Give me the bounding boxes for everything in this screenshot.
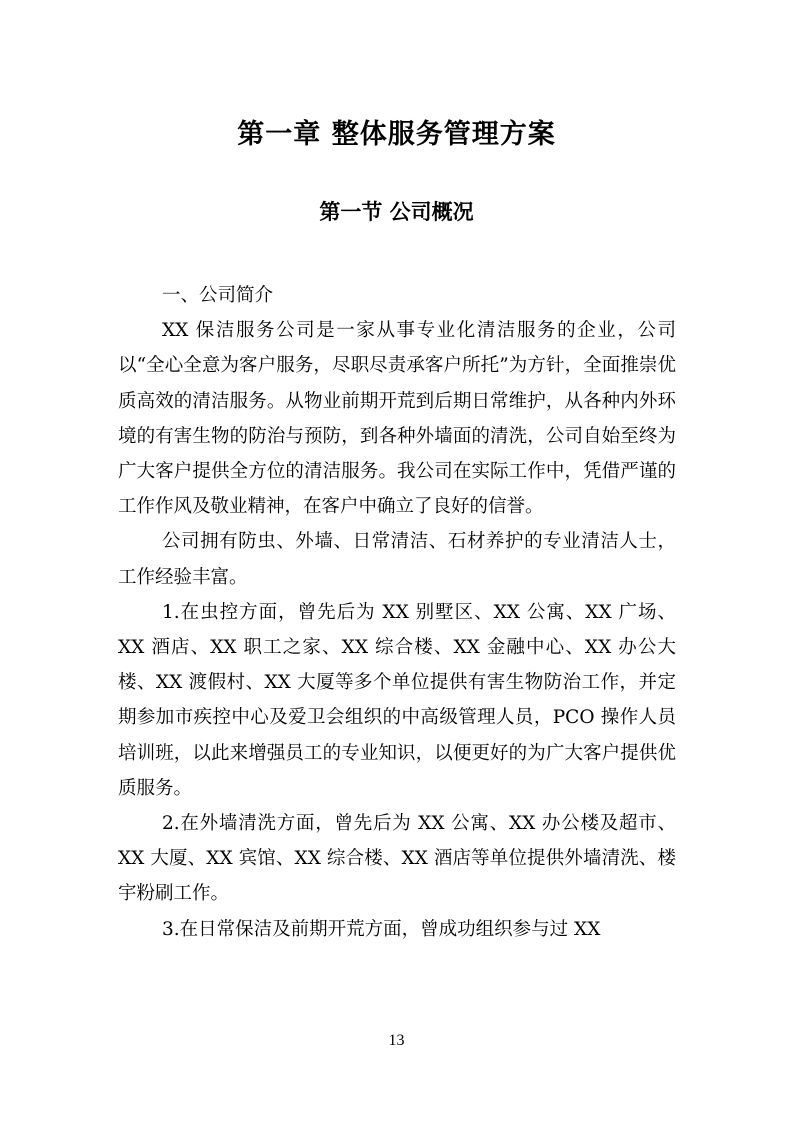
paragraph-pest-control: 1.在虫控方面，曾先后为 XX 别墅区、XX 公寓、XX 广场、XX 酒店、XX 职工之家、XX 综合楼、XX 金融中心、XX 办公大楼、XX 渡假村、XX 大厦等多个单位提供有害生物防治工作，并定期参加市疾控中心及爱卫会组织的中高级管理人员，PCO 操作人员培训班，以此来增强员工的专业知识，以便更好的为广大客户提供优质服务。 (118, 601, 676, 799)
chapter-title: 第一章 整体服务管理方案 (237, 119, 556, 150)
section-title: 第一节 公司概况 (319, 200, 474, 224)
page-number: 13 (388, 1032, 405, 1049)
body-text (118, 278, 676, 947)
paragraph-wall-cleaning: 2.在外墙清洗方面，曾先后为 XX 公寓、XX 办公楼及超市、XX 大厦、XX 宾馆、XX 综合楼、XX 酒店等单位提供外墙清洗、楼宇粉刷工作。 (118, 813, 676, 905)
heading-company-intro: 一、公司简介 (162, 285, 274, 306)
paragraph-company-description: XX 保洁服务公司是一家从事专业化清洁服务的企业，公司以“全心全意为客户服务，尽职尽责承客户所托”为方针，全面推崇优质高效的清洁服务。从物业前期开荒到后期日常维护，从各种内外环境的有害生物的防治与预防，到各种外墙面的清洗，公司自始至终为广大客户提供全方位的清洁服务。我公司在实际工作中，凭借严谨的工作作风及敬业精神，在客户中确立了良好的信誉。 (118, 320, 676, 518)
paragraph-staff: 公司拥有防虫、外墙、日常清洁、石材养护的专业清洁人士，工作经验丰富。 (118, 531, 676, 588)
paragraph-daily-cleaning: 3.在日常保洁及前期开荒方面，曾成功组织参与过 XX (162, 918, 601, 940)
